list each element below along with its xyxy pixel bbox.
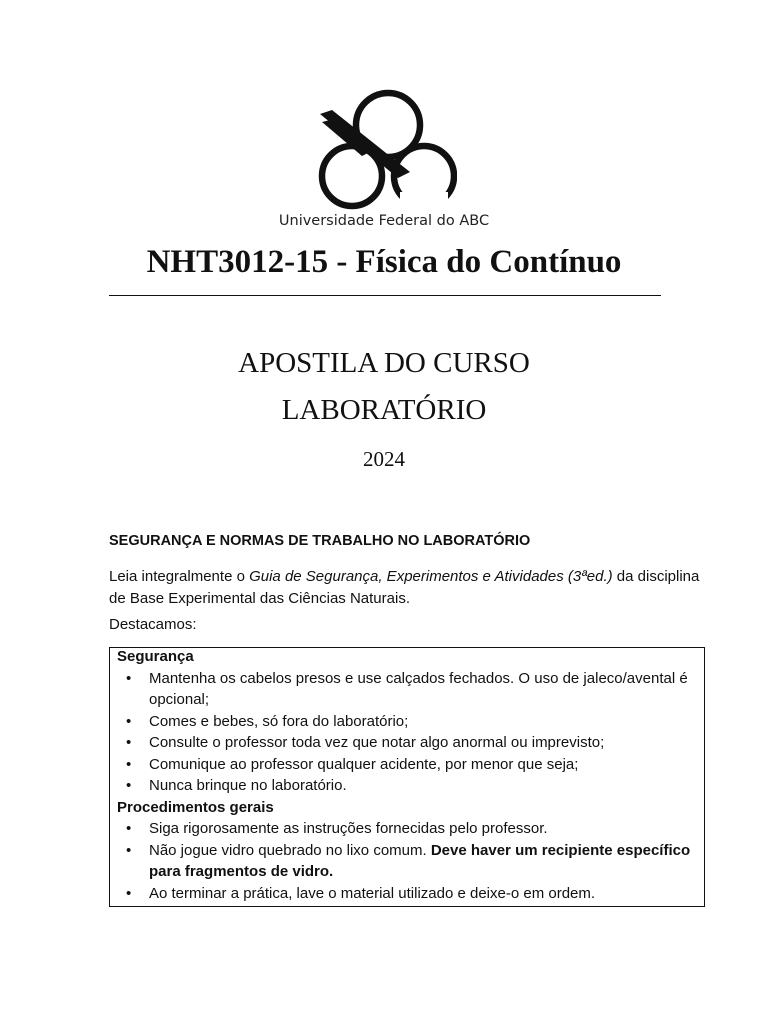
- cover-line-laboratorio: LABORATÓRIO: [281, 394, 487, 426]
- list-item-text: Ao terminar a prática, lave o material utilizado e deixe-o em ordem.: [149, 884, 596, 902]
- guide-title: Guia de Segurança, Experimentos e Atividades (3ªed.): [249, 568, 613, 585]
- bullet-icon: •: [126, 884, 132, 902]
- section-heading: SEGURANÇA E NORMAS DE TRABALHO NO LABORATÓRIO: [109, 533, 531, 549]
- list-item: [117, 668, 698, 711]
- title-divider: [109, 295, 661, 296]
- list-item: [117, 732, 698, 754]
- list-item: [117, 711, 698, 733]
- procedures-heading: Procedimentos gerais: [117, 798, 274, 816]
- bullet-icon: •: [126, 734, 132, 751]
- course-title: NHT3012-15 - Física do Contínuo: [146, 244, 622, 280]
- ufabc-logo-icon: [312, 88, 457, 210]
- bullet-icon: •: [126, 755, 132, 773]
- list-item-text: Comes e bebes, só fora do laboratório;: [149, 712, 409, 730]
- list-item-text: Consulte o professor toda vez que notar algo anormal ou imprevisto;: [149, 734, 605, 751]
- glass-disposal-emphasis: Deve haver um recipiente específico para fragmentos de vidro.: [149, 841, 691, 880]
- destacamos-label: Destacamos:: [109, 616, 197, 633]
- safety-rules-box: [109, 647, 705, 907]
- intro-text-end: da disciplina de Base Experimental das Ciências Naturais.: [109, 568, 700, 607]
- university-name: Universidade Federal do ABC: [278, 213, 490, 229]
- bullet-icon: •: [126, 777, 132, 794]
- list-item-text: Comunique ao professor qualquer acidente, por menor que seja;: [149, 755, 579, 773]
- bullet-icon: •: [126, 841, 132, 859]
- list-item: [117, 840, 698, 883]
- cover-year: 2024: [363, 447, 405, 471]
- safety-list: [117, 668, 698, 797]
- list-item: [117, 818, 698, 840]
- list-item-text: Nunca brinque no laboratório.: [149, 777, 347, 794]
- safety-heading: Segurança: [117, 648, 194, 665]
- procedures-list: [117, 818, 698, 904]
- list-item-text: Mantenha os cabelos presos e use calçados fechados. O uso de jaleco/avental é opcional;: [149, 669, 688, 708]
- list-item-text: Siga rigorosamente as instruções fornecidas pelo professor.: [149, 820, 548, 837]
- list-item: [117, 883, 698, 905]
- bullet-icon: •: [126, 669, 132, 687]
- list-item: [117, 754, 698, 776]
- intro-text-start: Leia integralmente o: [109, 568, 250, 585]
- intro-paragraph: [109, 566, 709, 609]
- bullet-icon: •: [126, 820, 132, 837]
- list-item-text: Não jogue vidro quebrado no lixo comum.: [149, 841, 431, 859]
- list-item: [117, 775, 698, 797]
- cover-line-apostila: APOSTILA DO CURSO: [238, 347, 530, 379]
- bullet-icon: •: [126, 712, 132, 730]
